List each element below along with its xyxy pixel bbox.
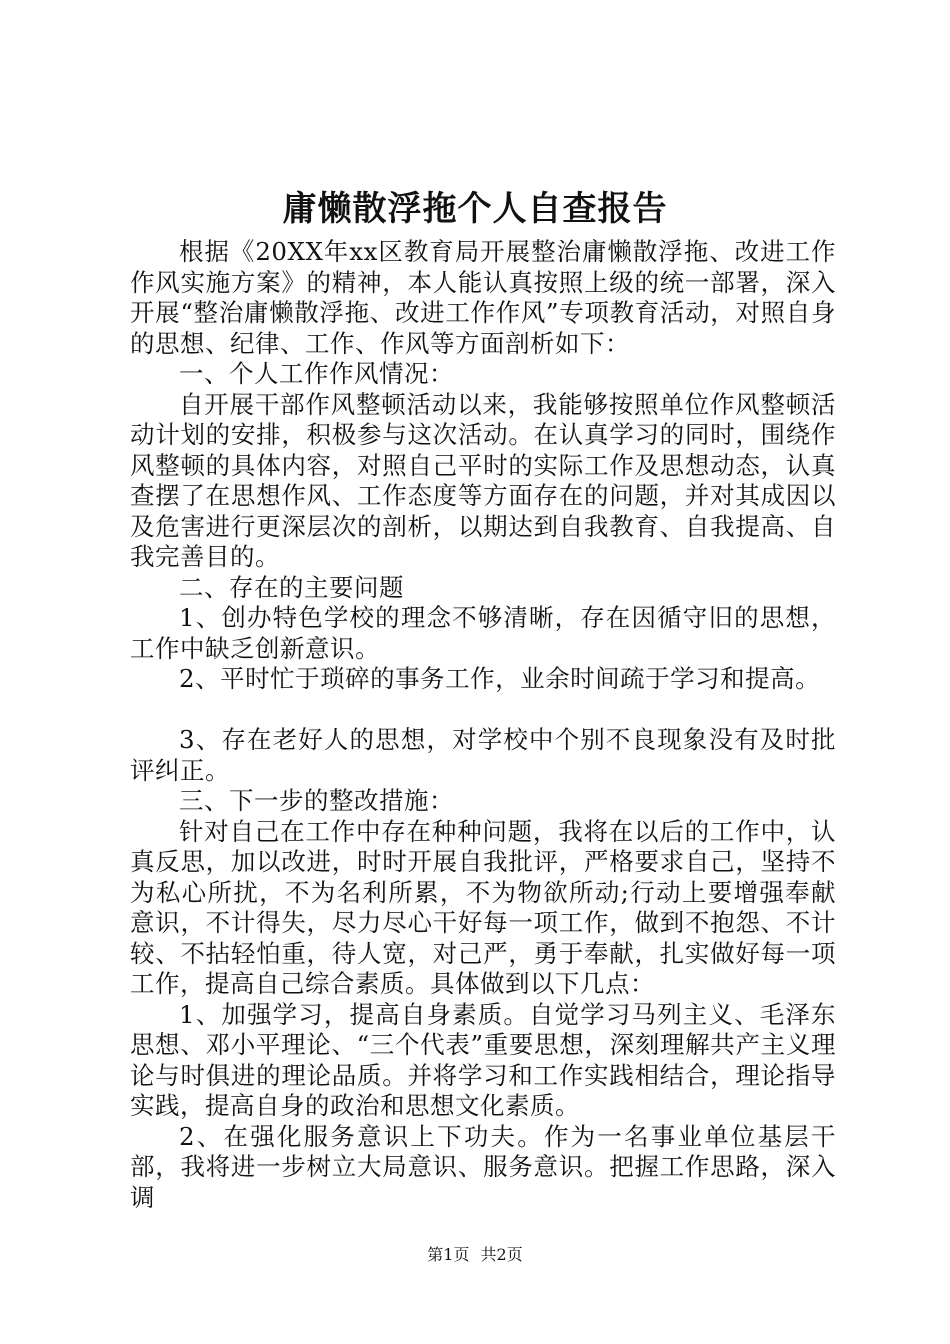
paragraph-gap <box>130 695 836 726</box>
problem-item-1: 1、创办特色学校的理念不够清晰，存在因循守旧的思想，工作中缺乏创新意识。 <box>130 603 836 663</box>
section-1-paragraph: 自开展干部作风整顿活动以来，我能够按照单位作风整顿活动计划的安排，积极参与这次活动。在认真学习的同时，围绕作风整顿的具体内容，对照自己平时的实际工作及思想动态，认真查摆了在思想作风、工作态度等方面存在的问题，并对其成因以及危害进行更深层次的剖析，以期达到自我教育、自我提高、自我完善目的。 <box>130 389 836 571</box>
section-heading-1: 一、个人工作作风情况： <box>179 359 454 388</box>
document-title: 庸懒散浮拖个人自查报告 <box>282 189 668 229</box>
intro-paragraph: 根据《20XX年xx区教育局开展整治庸懒散浮拖、改进工作作风实施方案》的精神，本人能认真按照上级的统一部署，深入开展“整治庸懒散浮拖、改进工作作风”专项教育活动，对照自身的思想、纪律、工作、作风等方面剖析如下： <box>130 237 836 358</box>
section-heading-3: 三、下一步的整改措施： <box>179 786 454 815</box>
document-body <box>130 237 836 1213</box>
page-number: 第1页 <box>427 1245 470 1264</box>
section-heading-2: 二、存在的主要问题 <box>179 572 404 602</box>
page-footer <box>0 1243 950 1267</box>
page-total: 共2页 <box>480 1245 523 1264</box>
measure-item-2: 2、在强化服务意识上下功夫。作为一名事业单位基层干部，我将进一步树立大局意识、服务意识。把握工作思路，深入调 <box>130 1121 836 1212</box>
measure-item-1: 1、加强学习，提高自身素质。自觉学习马列主义、毛泽东思想、邓小平理论、“三个代表”重要思想，深刻理解共产主义理论与时俱进的理论品质。并将学习和工作实践相结合，理论指导实践，提高自身的政治和思想文化素质。 <box>130 999 836 1120</box>
problem-item-2: 2、平时忙于琐碎的事务工作，业余时间疏于学习和提高。 <box>179 664 821 693</box>
section-3-paragraph: 针对自己在工作中存在种种问题，我将在以后的工作中，认真反思，加以改进，时时开展自我批评，严格要求自己，坚持不为私心所扰，不为名利所累，不为物欲所动;行动上要增强奉献意识，不计得失，尽力尽心干好每一项工作，做到不抱怨、不计较、不拈轻怕重，待人宽，对己严，勇于奉献，扎实做好每一项工作，提高自己综合素质。具体做到以下几点： <box>130 816 836 998</box>
problem-item-3: 3、存在老好人的思想，对学校中个别不良现象没有及时批评纠正。 <box>130 725 836 785</box>
